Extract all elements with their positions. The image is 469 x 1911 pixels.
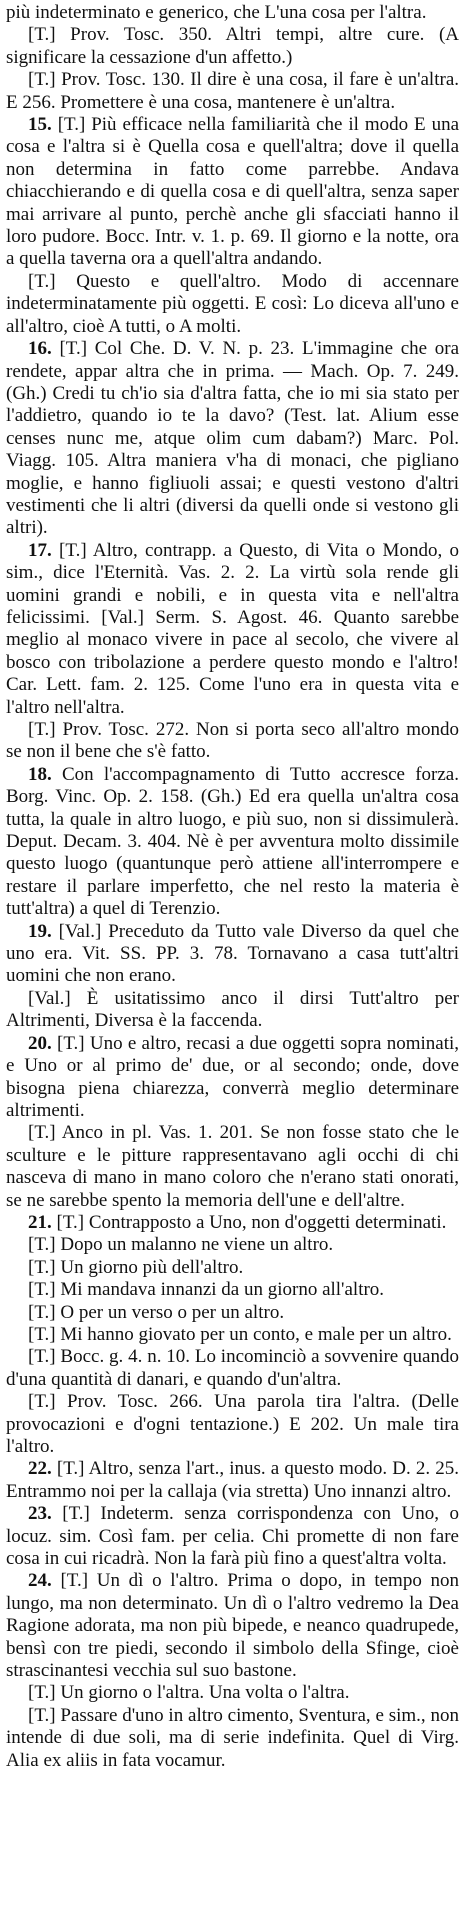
paragraph: [T.] Bocc. g. 4. n. 10. Lo incominciò a sovvenire quando d'una quantità di danari, e quando d'un'altra.	[6, 1346, 459, 1390]
entry-text: [T.] Contrapposto a Uno, non d'oggetti determinati.	[56, 1211, 447, 1233]
entry-number: 19.	[28, 920, 52, 942]
entry-number: 18.	[28, 763, 52, 785]
paragraph: [T.] Un giorno o l'altra. Una volta o l'altra.	[28, 1682, 350, 1704]
entry-number: 16.	[28, 338, 52, 360]
entry-number: 23.	[28, 1503, 52, 1525]
paragraph: [Val.] È usitatissimo anco il dirsi Tutt'altro per Altrimenti, Diversa è la faccenda.	[6, 987, 459, 1032]
entry-15	[6, 114, 459, 271]
paragraph: [T.] Prov. Tosc. 266. Una parola tira l'altra. (Delle provocazioni e d'ogni tentazione.) E 202. Un male tira l'altro.	[6, 1391, 459, 1457]
example-line: [T.] O per un verso o per un altro.	[28, 1301, 285, 1323]
entry-text: [T.] Altro, senza l'art., inus. a questo modo. D. 2. 25. Entrammo noi per la callaja (via stretta) Uno innanzi altro.	[6, 1458, 460, 1502]
example-line: [T.] Mi mandava innanzi da un giorno all'altro.	[28, 1279, 385, 1301]
entry-16	[6, 338, 459, 540]
entry-24	[6, 1570, 459, 1682]
entry-text: Con l'accompagnamento di Tutto accresce forza. Borg. Vinc. Op. 2. 158. (Gh.) Ed era quella un'altra cosa tutta, la quale in altro luogo, e più suo, non si dissimulerà. Deput. Decam. 3. 404. Nè è per avventura molto dissimile questo luogo (quantunque però attiene all'interrompere e restare il parlare imperfetto, che nel resto la materia è tutt'altra) a quel di Terenzio.	[6, 763, 459, 920]
entry-number: 17.	[28, 539, 52, 561]
entry-19	[6, 921, 459, 988]
paragraph: [T.] Passare d'uno in altro cimento, Sventura, e sim., non intende di due soli, ma di serie indefinita. Quel di Virg. Alia ex aliis in fata vocamur.	[6, 1704, 459, 1771]
entry-number: 15.	[28, 114, 52, 136]
example-line: [T.] Un giorno più dell'altro.	[28, 1256, 244, 1278]
entry-21	[6, 1212, 459, 1234]
entry-23	[6, 1503, 459, 1570]
example-line: [T.] Dopo un malanno ne viene un altro.	[28, 1234, 334, 1256]
entry-number: 24.	[28, 1570, 52, 1592]
paragraph: [T.] Prov. Tosc. 272. Non si porta seco all'altro mondo se non il bene che s'è fatto.	[6, 719, 459, 763]
example-line: [T.] Mi hanno giovato per un conto, e male per un altro.	[28, 1323, 452, 1345]
entry-number: 21.	[28, 1211, 52, 1233]
paragraph: [T.] Prov. Tosc. 350. Altri tempi, altre cure. (A significare la cessazione d'un affetto.)	[6, 24, 459, 68]
paragraph: [T.] Anco in pl. Vas. 1. 201. Se non fosse stato che le sculture e le pitture rappresentavano agli occhi di chi nasceva di mano in mano coloro che n'erano stati onorati, se ne sarebbe spento la memoria dell'une e dell'altre.	[6, 1122, 459, 1211]
entry-number: 22.	[28, 1458, 52, 1480]
entry-number: 20.	[28, 1032, 52, 1054]
entry-text: [T.] Col Che. D. V. N. p. 23. L'immagine che ora rendete, appar altra che in prima. — Mach. Op. 7. 249. (Gh.) Credi tu ch'io sia d'altra fatta, che io mi sia stato per l'addietro, quando io te la davo? (Test. lat. Alium esse censes nunc me, atque olim cum dabam?) Marc. Pol. Viagg. 105. Altra maniera v'ha di monaci, che pigliano moglie, e hanno figliuoli assai; e questi vestono d'altri vestimenti che li altri (diversi da quelli onde si vestono gli altri).	[6, 338, 460, 539]
entry-20	[6, 1033, 459, 1123]
entry-18	[6, 764, 459, 921]
paragraph: [T.] Prov. Tosc. 130. Il dire è una cosa, il fare è un'altra. E 256. Promettere è una cosa, mantenere è un'altra.	[6, 69, 459, 113]
entry-text: [T.] Indeterm. senza corrispondenza con Uno, o locuz. sim. Così fam. per celia. Chi promette di non fare cosa in cui ricadrà. Non la farà più fino a quest'altra volta.	[6, 1503, 460, 1570]
entry-17	[6, 540, 459, 719]
entry-text: [T.] Uno e altro, recasi a due oggetti sopra nominati, e Uno or al primo de' due, or al secondo; onde, dove bisogna piena chiarezza, converrà meglio determinare altrimenti.	[6, 1032, 460, 1121]
entry-text: [Val.] Preceduto da Tutto vale Diverso da quel che uno era. Vit. SS. PP. 3. 78. Tornavano a casa tutt'altri uomini che non erano.	[6, 920, 460, 987]
entry-text: [T.] Un dì o l'altro. Prima o dopo, in tempo non lungo, ma non determinato. Un dì o l'altro vedremo la Dea Ragione adorata, ma non più bipede, e neanco quadrupede, bensì con tre piedi, secondo il simbolo della Sfinge, cioè strascinantesi vecchia sul suo bastone.	[6, 1570, 460, 1682]
entry-text: [T.] Più efficace nella familiarità che il modo E una cosa e l'altra si è Quella cosa e quell'altra; dove il quella non determina in fatto come parrebbe. Andava chiacchierando e di quella cosa e di quell'altra, senza saper mai arrivare al punto, perchè anche gli sfacciati hanno il loro pudore. Bocc. Intr. v. 1. p. 69. Il giorno e la notte, ora a quella taverna ora a quell'altra andando.	[6, 114, 460, 270]
paragraph: più indeterminato e generico, che L'una cosa per l'altra.	[6, 2, 427, 23]
entry-22	[6, 1458, 459, 1503]
entry-text: [T.] Altro, contrapp. a Questo, di Vita o Mondo, o sim., dice l'Eternità. Vas. 2. 2. La virtù sola rende gli uomini grandi e nobili, e in questa vita e nell'altra felicissimi. [Val.] Serm. S. Agost. 46. Quanto sarebbe meglio al monaco vivere in pace al secolo, che vivere al bosco con tribolazione a perdere questo mondo e l'altro! Car. Lett. fam. 2. 125. Come l'uno era in questa vita e l'altro nell'altra.	[6, 539, 459, 718]
paragraph: [T.] Questo e quell'altro. Modo di accennare indeterminatamente più oggetti. E così: Lo diceva all'uno e all'altro, cioè A tutti, o A molti.	[6, 270, 459, 337]
